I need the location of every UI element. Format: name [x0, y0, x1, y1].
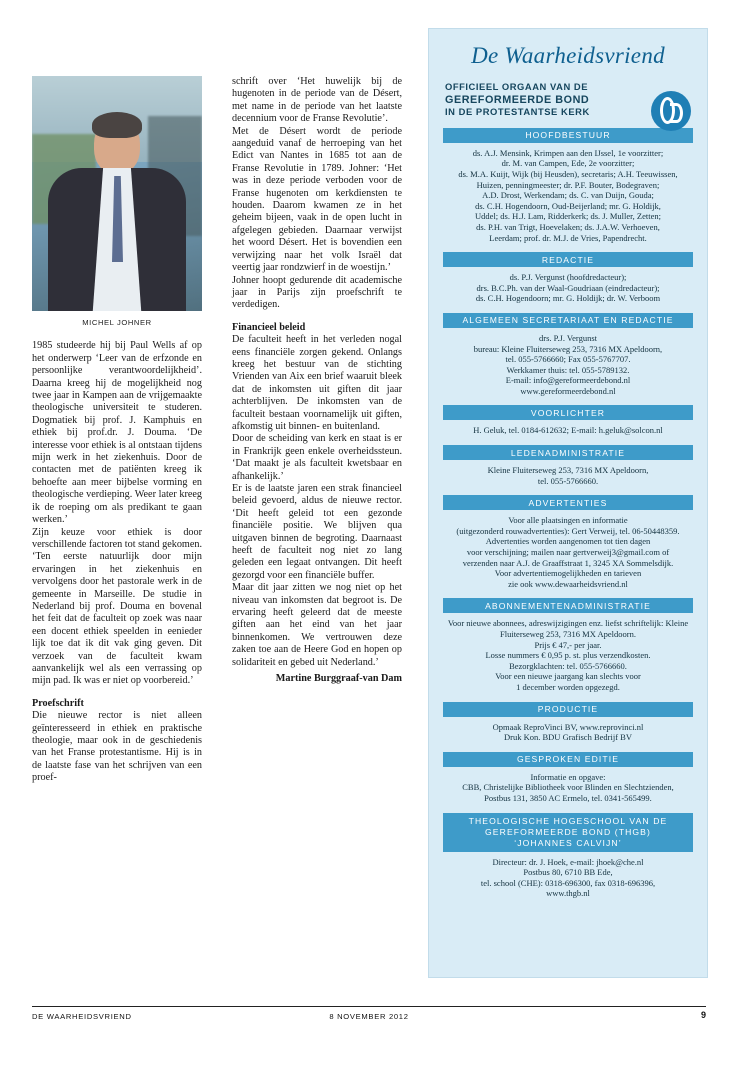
- colophon-section-body: Voor alle plaatsingen en informatie (uitgezonderd rouwadvertenties): Gert Verweij, tel. 06-50448359. Advertenties worden aangenomen tot tien dagen voor verschijning; mailen naar gertverweij3@gmail.com of verzenden naar A.J. de Graaffstraat 1, 3245 XA Sommelsdijk. Voor advertentiemogelijkheden en tarieven zie ook www.dewaarheidsvriend.nl: [456, 515, 680, 589]
- article-area: [32, 76, 412, 976]
- masthead-line-2: GEREFORMEERDE BOND: [445, 93, 590, 106]
- article-paragraph: Met de Désert wordt de periode aangeduid vanaf de herroeping van het Edict van Nantes in 1685 tot aan de Franse Revolutie in 1789. Johner: ‘Het was in deze periode verboden voor de Franse hugenoten om kerkdiensten te houden. Daarom kwamen ze in het geheim bijeen, vaak in de open lucht in afgelegen gebieden. Daarnaar verwijst het woord Désert. Het is bovendien een verwijzing naar het volk Israël dat veertig jaar rondzwierf in de woestijn.’: [232, 125, 402, 274]
- article-byline: Martine Burggraaf-van Dam: [275, 673, 402, 685]
- article-paragraph: Door de scheiding van kerk en staat is er in Frankrijk geen enkele overheidssteun. ‘Dat maakt je als faculteit kwetsbaar en afhankelijk.’: [232, 433, 402, 482]
- colophon-section-header: THEOLOGISCHE HOGESCHOOL VAN DE GEREFORMEERDE BOND (THGB) ‘JOHANNES CALVIJN’: [443, 813, 693, 852]
- logo-letter-b: [670, 103, 683, 123]
- article-paragraph: Johner hoopt gedurende dit academische jaar in Parijs zijn proefschrift te verdedigen.: [232, 274, 402, 311]
- article-paragraph: 1985 studeerde hij bij Paul Wells af op het onderwerp ‘Leer van de erfzonde en persoonlijke verantwoordelijkheid’. Daarna kreeg hij de mogelijkheid nog twee jaar in Kampen aan de vrijgemaakte theologische universiteit te studeren. Dogmatiek bij prof. J. Kamphuis en ethiek bij prof.dr. J. Douma. ‘De interesse voor ethiek is al ontstaan tijdens mijn werk in het ziekenhuis. Door de contacten met de patiënten kreeg ik behoefte aan meer bijbelse vorming en theologische verdieping. Weer later kreeg ik de roeping om als predikant te gaan werken.’: [32, 340, 202, 526]
- footer-page-number: 9: [700, 1010, 706, 1020]
- colophon-section-body: drs. P.J. Vergunst bureau: Kleine Fluiterseweg 253, 7316 MX Apeldoorn, tel. 055-5766660; Fax 055-5767707. Werkkamer thuis: tel. 055-5789132. E-mail: info@gereformeerdebond.nl www.gereformeerdebond.nl: [473, 332, 663, 396]
- colophon-section-body: Kleine Fluiterseweg 253, 7316 MX Apeldoorn, tel. 055-5766660.: [487, 465, 649, 486]
- article-paragraph: De faculteit heeft in het verleden nogal eens financiële zorgen gekend. Onlangs kreeg het bestuur van de stichting Vrienden van Aix een brief waaruit bleek dat de inkomsten uit giften dit jaar achterblijven. De inkomsten van de faculteit bestaan voornamelijk uit giften, afkomstig uit binnen- en buitenland.: [232, 334, 402, 432]
- colophon-sections: [429, 128, 707, 899]
- article-column-left: [32, 76, 202, 785]
- colophon-section-header: VOORLICHTER: [443, 405, 693, 420]
- article-paragraph: Zijn keuze voor ethiek is door verschillende factoren tot stand gekomen. ‘Ten eerste natuurlijk door mijn ervaringen in het ziekenhuis en vervolgens door het pastorale werk in de gemeente in Marseille. De studie in Nederland bij prof. Douma en bovenal het feit dat de faculteit op zoek was naar een docent ethiek speelden in eenieder lijk toe dat ik dit vak ging geven. Dit verzoek van de faculteit kwam aanvankelijk wel als een verrassing op mijn pad. Ik was er niet op voorbereid.’: [32, 526, 203, 687]
- article-subheading-proefschrift: Proefschrift: [32, 697, 84, 709]
- photo-caption: MICHEL JOHNER: [82, 318, 152, 327]
- colophon-section-header: ALGEMEEN SECRETARIAAT EN REDACTIE: [443, 313, 693, 328]
- masthead: [429, 29, 707, 119]
- gereformeerde-bond-logo-icon: [651, 91, 691, 131]
- article-paragraph: Er is de laatste jaren een strak financieel beleid gevoerd, aldus de nieuwe rector. ‘Dit heeft geleid tot een gezonde financiële positie. We blijven qua uitgaven binnen de begroting. Daarnaast heeft de faculteit nog niet zo lang geleden een legaat ontvangen. Dit heeft gezorgd voor een financiële buffer.: [232, 483, 402, 581]
- colophon-section-body: Directeur: dr. J. Hoek, e-mail: jhoek@che.nl Postbus 80, 6710 BB Ede, tel. school (CHE): 0318-696300, fax 0318-696396, www.thgb.nl: [480, 856, 656, 899]
- colophon-panel: [428, 28, 708, 978]
- colophon-section-header: ABONNEMENTENADMINISTRATIE: [443, 598, 693, 613]
- article-subheading-financieel-beleid: Financieel beleid: [232, 321, 306, 333]
- colophon-section-body: Informatie en opgave: CBB, Christelijke Bibliotheek voor Blinden en Slechtzienden, Postbus 131, 3850 AC Ermelo, tel. 0341-565499.: [462, 771, 674, 803]
- colophon-section-body: Opmaak ReproVinci BV, www.reprovinci.nl Druk Kon. BDU Grafisch Bedrijf BV: [492, 721, 644, 743]
- colophon-section-header: HOOFDBESTUUR: [443, 128, 693, 143]
- article-paragraph: Maar dit jaar zitten we nog niet op het niveau van inkomsten dat begroot is. De ervaring heeft geleerd dat de meeste giften aan het eind van het jaar binnenkomen. We vertrouwen deze zaken toe aan de Heere God en hopen op solidariteit en gebed uit Nederland.’: [232, 582, 402, 668]
- footer-rule: [32, 1006, 706, 1007]
- colophon-section-body: ds. A.J. Mensink, Krimpen aan den IJssel, 1e voorzitter; dr. M. van Campen, Ede, 2e voorzitter; ds. M.A. Kuijt, Wijk (bij Heusden), secretaris; A.H. Teeuwissen, Huizen, penningmeester; dr. P.F. Bouter, Bodegraven; A.D. Drost, Werkendam; ds. C. van Duijn, Gouda; ds. C.H. Hogendoorn, Oud-Beijerland; mr. G. Holdijk, Uddel; ds. H.J. Lam, Ridderkerk; ds. J. Muller, Zetten; ds. P.H. van Trigt, Hoevelaken; ds. J.A.W. Verhoeven, Leerdam; prof. dr. M.J. de Vries, Papendrecht.: [458, 147, 678, 243]
- colophon-section-header: REDACTIE: [443, 252, 693, 267]
- masthead-line-1: OFFICIEEL ORGAAN VAN DE: [445, 81, 589, 92]
- colophon-section-body: Voor nieuwe abonnees, adreswijzigingen enz. liefst schriftelijk: Kleine Fluiterseweg 253, 7316 MX Apeldoorn. Prijs € 47,- per jaar. Losse nummers € 0,95 p. st. plus verzendkosten. Bezorgklachten: tel. 055-5766660. Voor een nieuwe jaargang kan slechts voor 1 december worden opgezegd.: [447, 618, 689, 692]
- footer-publication: DE WAARHEIDSVRIEND: [32, 1012, 132, 1021]
- masthead-line-3: IN DE PROTESTANTSE KERK: [445, 106, 590, 118]
- colophon-section-header: ADVERTENTIES: [443, 495, 693, 510]
- colophon-section-header: LEDENADMINISTRATIE: [443, 445, 693, 460]
- article-paragraph: Die nieuwe rector is niet alleen geïnteresseerd in ethiek en praktische theologie, maar ook in de geschiedenis van het Franse protestantisme. Hij is in de laatste fase van het schrijven van een proef-: [32, 710, 202, 784]
- article-column-right: [232, 76, 402, 696]
- colophon-section-body: ds. P.J. Vergunst (hoofdredacteur); drs. B.C.Ph. van der Waal-Goudriaan (eindredacteur); ds. C.H. Hogendoorn; mr. G. Holdijk; dr. W. Verboom: [475, 272, 661, 304]
- colophon-section-header: PRODUCTIE: [443, 702, 693, 717]
- colophon-section-header: GESPROKEN EDITIE: [443, 752, 693, 767]
- publication-title: De Waarheidsvriend: [471, 43, 665, 68]
- portrait-photo: [32, 76, 202, 311]
- colophon-section-body: H. Geluk, tel. 0184-612632; E-mail: h.geluk@solcon.nl: [473, 425, 663, 436]
- article-paragraph: schrift over ‘Het huwelijk bij de hugenoten in de periode van de Désert, met name in de periode van het laatste decennium voor de Franse Revolutie’.: [232, 76, 402, 125]
- footer-date: 8 NOVEMBER 2012: [329, 1012, 409, 1021]
- photo-hair: [92, 112, 142, 138]
